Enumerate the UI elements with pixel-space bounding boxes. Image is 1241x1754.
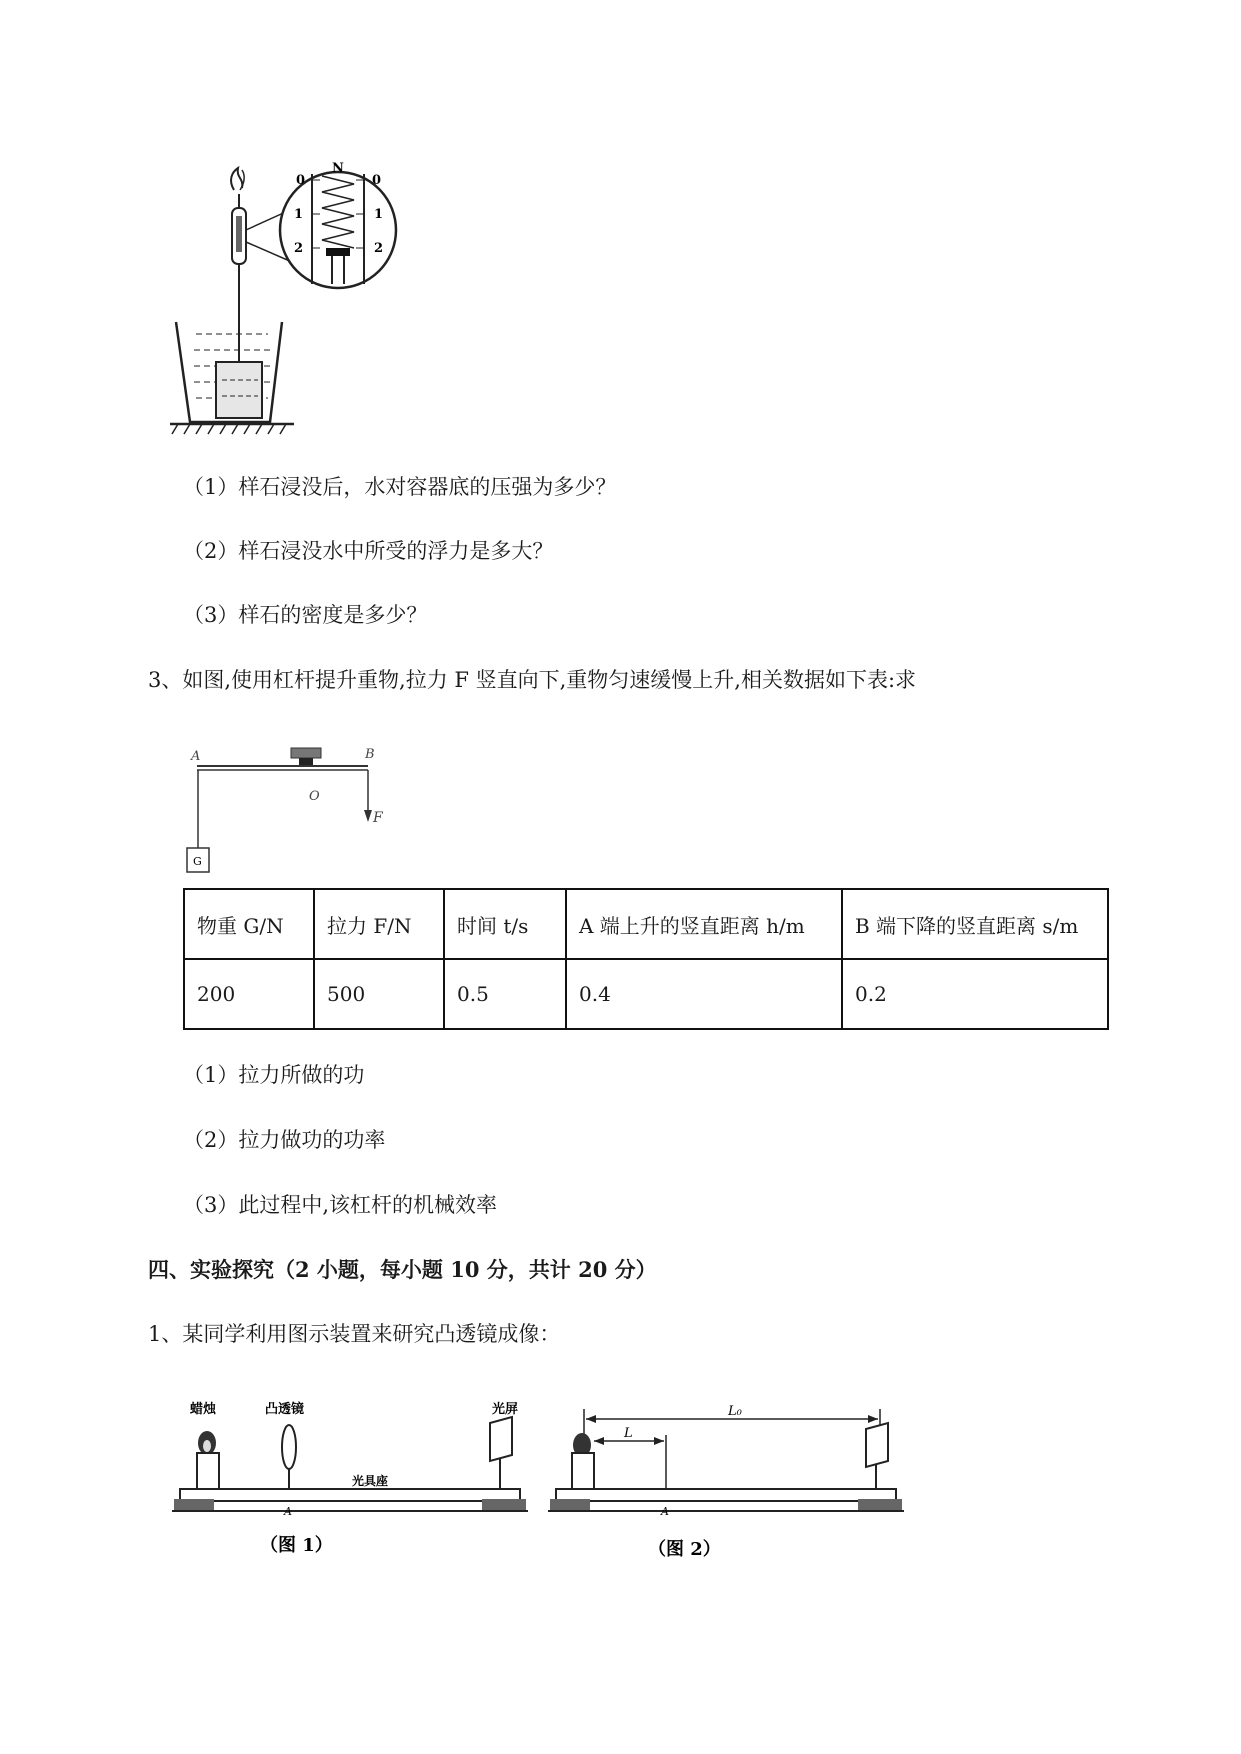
table-header-cell: B 端下降的竖直距离 s/m	[842, 889, 1108, 959]
optical-bench-figure-1	[172, 1395, 532, 1570]
lever-figure	[183, 740, 423, 880]
table-header-cell: 物重 G/N	[184, 889, 314, 959]
q3-sub-question-1: （1）拉力所做的功	[183, 1063, 365, 1087]
table-header-cell: 拉力 F/N	[314, 889, 444, 959]
q3-sub-question-3: （3）此过程中,该杠杆的机械效率	[183, 1193, 498, 1217]
table-cell: 200	[184, 959, 314, 1029]
lever-label-b: B	[365, 747, 375, 762]
q2-sub-question-3: （3）样石的密度是多少？	[183, 603, 428, 627]
fig2-caption: （图 2）	[648, 1539, 721, 1560]
table-header-cell: A 端上升的竖直距离 h/m	[566, 889, 842, 959]
lever-label-g: G	[193, 855, 202, 868]
fig1-candle-label: 蜡烛	[190, 1402, 217, 1417]
scale-tick-right-0: 0	[372, 173, 382, 188]
scale-tick-left-1: 1	[294, 207, 304, 222]
lever-data-table	[183, 888, 1109, 1030]
fig1-caption: （图 1）	[260, 1535, 333, 1556]
table-cell: 0.2	[842, 959, 1108, 1029]
scale-tick-right-1: 1	[374, 207, 384, 222]
scale-tick-left-2: 2	[294, 241, 304, 256]
scale-tick-right-2: 2	[374, 241, 384, 256]
fig1-lens-label: 凸透镜	[265, 1402, 305, 1417]
fig1-point-a: A	[284, 1505, 292, 1518]
scale-tick-left-0: 0	[296, 173, 306, 188]
table-row	[184, 959, 1108, 1029]
scale-unit-label: N	[332, 161, 344, 176]
lever-label-o: O	[309, 789, 320, 804]
fig1-bench-label: 光具座	[352, 1474, 389, 1488]
optical-bench-figure-2	[548, 1395, 908, 1570]
table-cell: 0.4	[566, 959, 842, 1029]
fig2-l0-label: L₀	[728, 1404, 742, 1419]
table-cell: 0.5	[444, 959, 566, 1029]
lever-label-f: F	[373, 810, 383, 826]
spring-scale-beaker-figure	[170, 150, 500, 440]
section-4-question-1: 1、某同学利用图示装置来研究凸透镜成像：	[148, 1322, 561, 1346]
question-3-text: 3、如图,使用杠杆提升重物,拉力 F 竖直向下,重物匀速缓慢上升,相关数据如下表:求	[148, 668, 917, 692]
table-header-cell: 时间 t/s	[444, 889, 566, 959]
lever-label-a: A	[191, 749, 201, 764]
fig2-l-label: L	[624, 1426, 633, 1441]
fig2-point-a: A	[661, 1505, 669, 1518]
q2-sub-question-1: （1）样石浸没后，水对容器底的压强为多少？	[183, 475, 617, 499]
q2-sub-question-2: （2）样石浸没水中所受的浮力是多大？	[183, 539, 554, 563]
section-4-heading: 四、实验探究（2 小题，每小题 10 分，共计 20 分）	[148, 1257, 657, 1282]
q3-sub-question-2: （2）拉力做功的功率	[183, 1128, 386, 1152]
fig1-screen-label: 光屏	[492, 1402, 519, 1417]
table-cell: 500	[314, 959, 444, 1029]
table-header-row	[184, 889, 1108, 959]
